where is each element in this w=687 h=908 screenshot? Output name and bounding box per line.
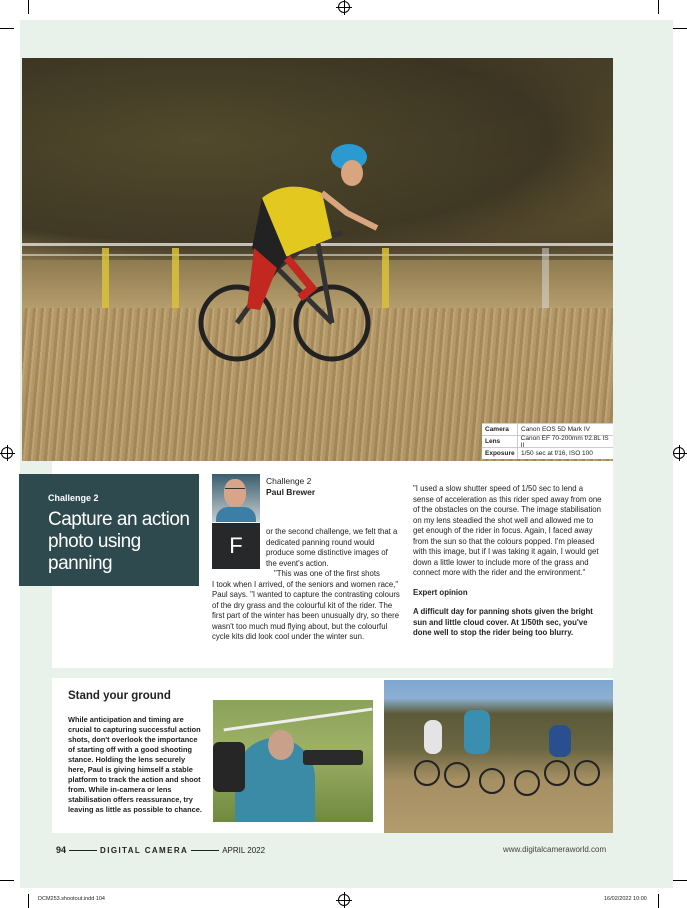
- drop-cap: F: [212, 523, 260, 569]
- spec-row-exposure: [482, 447, 613, 459]
- cyclist-illustration: [192, 138, 392, 368]
- challenge-kicker: Challenge 2: [48, 493, 99, 503]
- registration-mark-icon: [338, 894, 350, 906]
- group-riders-photo: [384, 680, 613, 833]
- slug-date: 16/02/2022 10:00: [604, 896, 647, 902]
- website-link[interactable]: www.digitalcameraworld.com: [503, 845, 607, 854]
- hero-photo-cyclist-panning: [22, 58, 613, 461]
- article-paragraph-3: "I used a slow shutter speed of 1/50 sec to lend a sense of acceleration as this rider sped away from one of the obstacles on the course. The image stabilisation on my lens steadied the shot well and allowed me to get enough of the rider in focus. Again, I faced away from the sun so that the colours popped. I'm pleased with this image, but if I was taking it again, I would get down a little lower to include more of the grass and connect more with the rider and the environment.": [413, 484, 602, 577]
- registration-mark-icon: [673, 447, 685, 459]
- stand-text: While anticipation and timing are crucial to capturing successful action shots, don't overlook the importance of starting off with a good shooting stance. Holding the lens securely here, Paul is giving himself a stable platform to track the action and shoot from. While in-camera or lens stabilisation offers reassurance, try leaving as little as possible to chance.: [68, 715, 202, 814]
- author-name: Paul Brewer: [266, 487, 316, 497]
- spec-label: Camera: [482, 424, 518, 435]
- author-avatar: [212, 474, 260, 522]
- article-column-1: [212, 527, 400, 643]
- page-number: 94: [56, 845, 67, 855]
- camera-specs-table: [482, 423, 613, 459]
- crop-mark: [0, 28, 14, 29]
- spec-row-lens: [482, 435, 613, 447]
- crop-mark: [673, 28, 687, 29]
- slug-filename: DCM253.shootout.indd 104: [38, 896, 105, 902]
- article-paragraph-2-start: "This was one of the first shots: [274, 569, 380, 578]
- spec-label: Lens: [482, 436, 518, 447]
- issue-date: APRIL 2022: [222, 845, 266, 855]
- registration-mark-icon: [338, 1, 350, 13]
- article-paragraph-2-rest: I took when I arrived, of the seniors and women race," Paul says. "I wanted to capture the contrasting colours of the dry grass and the colourful kit of the rider. The first part of the winter has been unusually dry, so there wasn't too much mud flying about, but the colourful cycle kits did look cool under the winter sun.: [212, 579, 400, 641]
- photographer-photo: [213, 700, 373, 822]
- spec-value: Canon EOS 5D Mark IV: [521, 426, 590, 433]
- spec-value: Canon EF 70-200mm f/2.8L IS II: [520, 434, 609, 449]
- crop-mark: [658, 894, 659, 908]
- article-paragraph-1: or the second challenge, we felt that a dedicated panning round would produce some distinctive images of the event's action.: [266, 527, 398, 568]
- crop-mark: [658, 0, 659, 14]
- registration-mark-icon: [1, 447, 13, 459]
- spec-row-camera: [482, 423, 613, 435]
- magazine-name: DIGITAL CAMERA: [100, 845, 189, 855]
- expert-opinion-heading: Expert opinion: [413, 587, 468, 597]
- crop-mark: [28, 0, 29, 14]
- expert-opinion-text: A difficult day for panning shots given the bright sun and little cloud cover. At 1/50th sec, you've done well to stop the rider being too blurry.: [413, 607, 593, 637]
- spec-value: 1/50 sec at f/16, ISO 100: [521, 450, 593, 457]
- crop-mark: [673, 880, 687, 881]
- author-byline: [266, 476, 315, 498]
- challenge-title-box: [19, 474, 199, 586]
- crop-mark: [28, 894, 29, 908]
- spec-label: Exposure: [482, 448, 518, 459]
- stand-title: Stand your ground: [68, 690, 171, 702]
- challenge-heading: Capture an action photo using panning: [48, 509, 190, 574]
- page-folio: [56, 845, 265, 855]
- author-challenge-label: Challenge 2: [266, 476, 312, 486]
- article-column-2: [413, 484, 603, 639]
- crop-mark: [0, 880, 14, 881]
